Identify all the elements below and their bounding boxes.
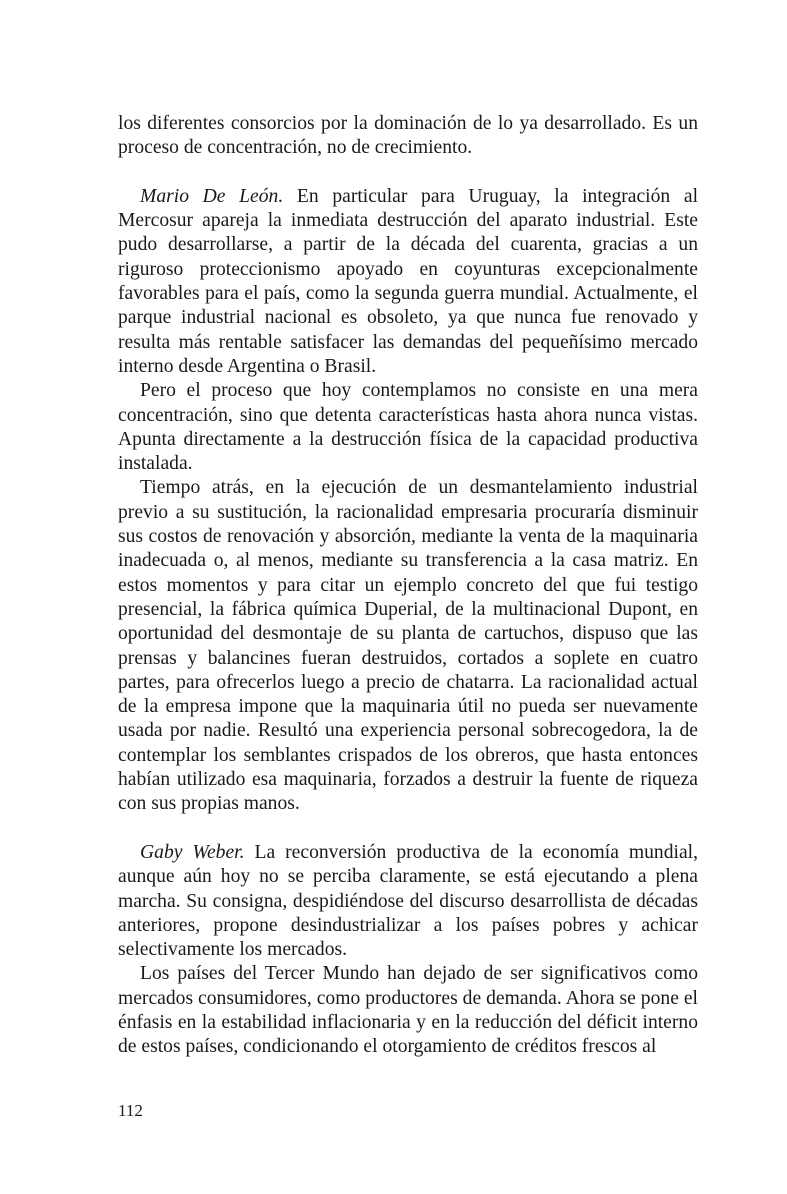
paragraph-text: los diferentes consorcios por la dominación de lo ya desarrollado. Es un proceso de concentración, no de crecimiento.: [118, 113, 698, 159]
paragraph: [118, 476, 698, 816]
speaker-name: Gaby Weber.: [140, 841, 245, 863]
paragraph-text: En particular para Uruguay, la integración al Mercosur apareja la inmediata destrucción del aparato industrial. Este pudo desarrollarse, a partir de la década del cuarenta, gracias a un riguroso proteccionismo apoyado en coyunturas excepcionalmente favorables para el país, como la segunda guerra mundial. Actualmente, el parque industrial nacional es obsoleto, ya que nunca fue renovado y resulta más rentable satisfacer las demandas del pequeñísimo mercado interno desde Argentina o Brasil.: [118, 185, 699, 377]
paragraph-text: Pero el proceso que hoy contemplamos no consiste en una mera concentración, sino que detenta características hasta ahora nunca vistas. Apunta directamente a la destrucción física de la capacidad productiva instalada.: [118, 380, 698, 475]
paragraph: [118, 962, 698, 1059]
section-gap: [118, 817, 698, 841]
page-number: 112: [118, 1101, 143, 1120]
paragraph-gaby-weber: [118, 841, 698, 962]
paragraph-mario-de-leon: [118, 185, 698, 379]
paragraph: [118, 379, 698, 476]
paragraph-text: Los países del Tercer Mundo han dejado de ser significativos como mercados consumidores, como productores de demanda. Ahora se pone el énfasis en la estabilidad inflacionaria y en la reducción del déficit interno de estos países, condicionando el otorgamiento de créditos frescos al: [118, 963, 698, 1058]
paragraph-continuation: [118, 112, 698, 161]
speaker-name: Mario De León.: [140, 185, 284, 207]
section-gap: [118, 161, 698, 185]
book-page-text: [118, 112, 698, 1060]
paragraph-text: La reconversión productiva de la economía mundial, aunque aún hoy no se perciba claramente, se está ejecutando a plena marcha. Su consigna, despidiéndose del discurso desarrollista de décadas anteriores, propone desindustrializar a los países pobres y achicar selectivamente los mercados.: [118, 841, 698, 961]
paragraph-text: Tiempo atrás, en la ejecución de un desmantelamiento industrial previo a su sustitución, la racionalidad empresaria procuraría disminuir sus costos de renovación y absorción, mediante la venta de la maquinaria inadecuada o, al menos, mediante su transferencia a la casa matriz. En estos momentos y para citar un ejemplo concreto del que fui testigo presencial, la fábrica química Duperial, de la multinacional Dupont, en oportunidad del desmontaje de su planta de cartuchos, dispuso que las prensas y balancines fueran destruidos, cortados a soplete en cuatro partes, para ofrecerlos luego a precio de chatarra. La racionalidad actual de la empresa impone que la maquinaria útil no pueda ser nuevamente usada por nadie. Resultó una experiencia personal sobrecogedora, la de contemplar los semblantes crispados de los obreros, que hasta entonces habían utilizado esa maquinaria, forzados a destruir la fuente de riqueza con sus propias manos.: [118, 477, 698, 815]
